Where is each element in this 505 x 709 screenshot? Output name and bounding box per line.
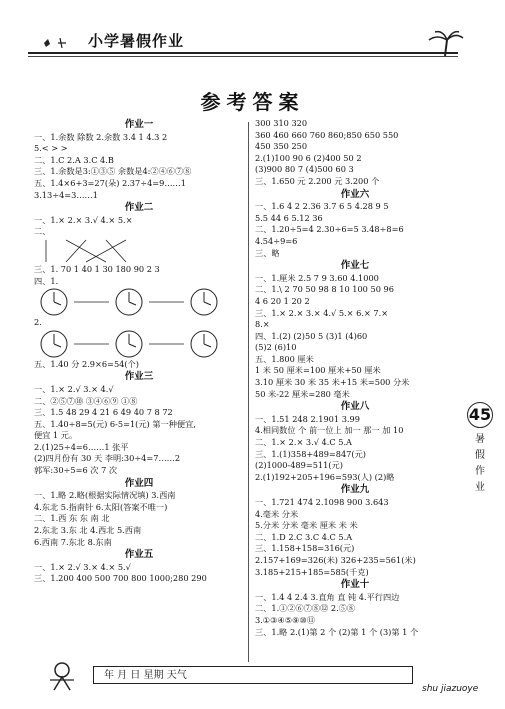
answer-line: 一、1.余数 除数 2.余数 3.4 1 4.3 2 bbox=[34, 131, 168, 142]
answer-line: 2.157+169=326(米) 326+235=561(米) bbox=[255, 554, 416, 565]
answer-line: 三、1. 70 1 40 1 30 180 90 2 3 bbox=[34, 263, 160, 274]
answer-line: 二、1.C 2.A 3.C 4.B bbox=[34, 154, 114, 165]
answer-line: 一、1.6 4 2 2.36 3.7 6 5 4.28 9 5 bbox=[255, 201, 389, 212]
answer-line: 2.东北 3.东 北 4.西北 5.西南 bbox=[34, 525, 142, 536]
answer-line: 1 米 50 厘米=100 厘米+50 厘米 bbox=[255, 365, 381, 376]
answer-line: 三、1.650 元 2.200 元 3.200 个 bbox=[255, 175, 380, 186]
answer-line: (5)2 (6)10 bbox=[255, 342, 297, 353]
page-title: 参考答案 bbox=[200, 90, 305, 114]
answer-line: 一、1.721 474 2.1098 900 3.643 bbox=[255, 497, 389, 507]
answer-line: 4.毫米 分米 bbox=[255, 508, 299, 519]
side-char: 假 bbox=[475, 450, 485, 461]
side-char: 作 bbox=[475, 466, 485, 477]
section-heading: 作业一 bbox=[124, 119, 154, 130]
answer-line: 郭军:30÷5=6 次 7 次 bbox=[34, 465, 118, 476]
answer-line: 300 310 320 bbox=[255, 118, 308, 128]
child-icon bbox=[46, 660, 80, 692]
diagram-figure bbox=[34, 287, 244, 317]
right-column bbox=[255, 118, 455, 638]
answer-line: 8.× bbox=[255, 319, 270, 330]
section-heading: 作业四 bbox=[124, 477, 154, 489]
diagram-figure bbox=[34, 329, 244, 359]
answer-line: 一、1.4 4 2.4 3.直角 直 钝 4.平行四边 bbox=[255, 591, 400, 602]
answer-line: 4.相同数位 个 前一位上 加一 那一 加 10 bbox=[255, 425, 404, 436]
answer-line: 6.西南 7.东北 8.东南 bbox=[34, 536, 112, 547]
answer-line: 2.(1)25÷4=6……1 张平 bbox=[34, 441, 129, 452]
section-heading: 作业二 bbox=[124, 202, 154, 214]
header-title: 小学暑假作业 bbox=[88, 32, 185, 50]
section-heading: 作业十 bbox=[340, 579, 370, 591]
answer-line: 二、1.D 2.C 3.C 4.C 5.A bbox=[255, 531, 353, 542]
answer-line: (2)四月份有 30 天 李明:30÷4=7……2 bbox=[34, 453, 181, 464]
answer-line: 二、1.20÷5=4 2.30÷6=5 3.48÷8=6 bbox=[255, 224, 404, 235]
answer-line: 五、1.40÷8=5(元) 6-5=1(元) 第一种便宜, bbox=[34, 418, 196, 429]
date-weather-box: 年 月 日 星期 天气 bbox=[93, 666, 413, 684]
answer-line: 一、1.略 2.略(根据实际情况填) 3.西南 bbox=[34, 490, 176, 501]
side-char: 暑 bbox=[475, 434, 485, 445]
answer-line: 五、1.4×6+3=27(朵) 2.37÷4=9……1 bbox=[34, 177, 186, 188]
answer-line: 二、1.西 东 东 南 北 bbox=[34, 513, 110, 524]
answer-line: 三、1.余数是3:①③⑤ 余数是4:②④⑥⑦⑧ bbox=[34, 166, 192, 177]
answer-line: 二、1.× 2.× 3.√ 4.C 5.A bbox=[255, 437, 352, 448]
answer-line: 二、1.①②⑥⑦⑧⑫ 2.⑤⑧ bbox=[255, 603, 356, 614]
side-badge bbox=[467, 402, 493, 496]
answer-line: 三、略 bbox=[255, 247, 280, 258]
column-divider bbox=[248, 122, 249, 662]
section-heading: 作业七 bbox=[340, 260, 370, 272]
answer-line: 一、1.× 2.√ 3.× 4.√ bbox=[34, 383, 114, 394]
footer-url: shu jiazuoye bbox=[422, 684, 479, 694]
answer-line: 二、②⑤⑦⑩ ③④⑥⑨ ①⑧ bbox=[34, 395, 138, 406]
header-rule-thin bbox=[28, 56, 458, 57]
answer-line: 360 460 660 760 860;850 650 550 bbox=[255, 129, 399, 140]
section-heading: 作业三 bbox=[124, 371, 154, 383]
answer-line: 三、1.略 2.(1)第 2 个 (2)第 1 个 (3)第 1 个 bbox=[255, 626, 419, 637]
answer-line: 3.185+215+185=585(千克) bbox=[255, 566, 369, 577]
answer-line: 三、1.× 2.× 3.× 4.√ 5.× 6.× 7.× bbox=[255, 307, 389, 318]
answer-line: 三、1.158+158=316(元) bbox=[255, 543, 355, 554]
answer-line: 三、1.5 48 29 4 21 6 49 40 7 8 72 bbox=[34, 407, 173, 418]
answer-line: 五、1.800 厘米 bbox=[255, 353, 314, 364]
answer-line: 便宜 1 元。 bbox=[34, 430, 78, 441]
answer-line: 四、1. bbox=[34, 275, 59, 286]
answer-line: 5.分米 分米 毫米 厘米 米 米 bbox=[255, 520, 358, 531]
header-rule bbox=[28, 52, 458, 54]
answer-line: 2.(1)100 90 6 (2)400 50 2 bbox=[255, 152, 362, 163]
answer-line: 三、1.(1)358+489=847(元) bbox=[255, 448, 366, 459]
answer-line: 2. bbox=[34, 317, 42, 328]
side-label bbox=[467, 432, 493, 496]
answer-line: 3.①③④⑤⑨⑩⑪ bbox=[255, 614, 316, 625]
answer-line: 二、1.\ 2 70 50 98 8 10 100 50 96 bbox=[255, 284, 394, 295]
answer-line: 50 米-22 厘米=280 毫米 bbox=[255, 388, 350, 399]
diagram-figure bbox=[34, 238, 244, 264]
section-heading: 作业六 bbox=[340, 188, 370, 200]
answer-line: 一、1.× 2.√ 3.× 4.× 5.√ bbox=[34, 561, 131, 572]
answer-line: 3.13÷4=3……1 bbox=[34, 189, 98, 200]
section-heading: 作业九 bbox=[340, 484, 370, 496]
left-column bbox=[34, 118, 244, 585]
answer-line: 五、1.40 分 2.9×6=54(个) bbox=[34, 358, 139, 369]
answer-line: 450 350 250 bbox=[255, 141, 308, 152]
answer-line: 一、1.× 2.× 3.√ 4.× 5.× bbox=[34, 214, 133, 225]
section-heading: 作业八 bbox=[340, 401, 370, 413]
answer-line: 5.< > > bbox=[34, 143, 68, 154]
answer-line: 二、 bbox=[34, 226, 51, 237]
answer-line: 三、1.200 400 500 700 800 1000;280 290 bbox=[34, 573, 207, 584]
answer-line: 5.5 44 6 5.12 36 bbox=[255, 212, 323, 223]
answer-line: 2.(1)192+205+196=593(人) (2)略 bbox=[255, 471, 395, 482]
answer-line: 3.10 厘米 30 米 35 米+15 米=500 分米 bbox=[255, 377, 410, 388]
page-number: 45 bbox=[467, 402, 493, 428]
section-heading: 作业五 bbox=[124, 549, 154, 561]
star-icon bbox=[40, 36, 80, 50]
answer-line: (3)900 80 7 (4)500 60 3 bbox=[255, 164, 354, 175]
side-char: 业 bbox=[475, 482, 485, 493]
answer-line: 四、1.(2) (2)50 5 (3)1 (4)60 bbox=[255, 330, 368, 341]
answer-line: (2)1000-489=511(元) bbox=[255, 460, 343, 471]
answer-line: 4 6 20 1 20 2 bbox=[255, 295, 310, 306]
answer-line: 4.54÷9=6 bbox=[255, 235, 298, 246]
answer-line: 4.东北 5.指南针 6.太阳(答案不唯一) bbox=[34, 501, 168, 512]
answer-line: 一、1.厘米 2.5 7 9 3.60 4.1000 bbox=[255, 272, 379, 283]
answer-line: 一、1.51 248 2.1901 3.99 bbox=[255, 413, 360, 424]
